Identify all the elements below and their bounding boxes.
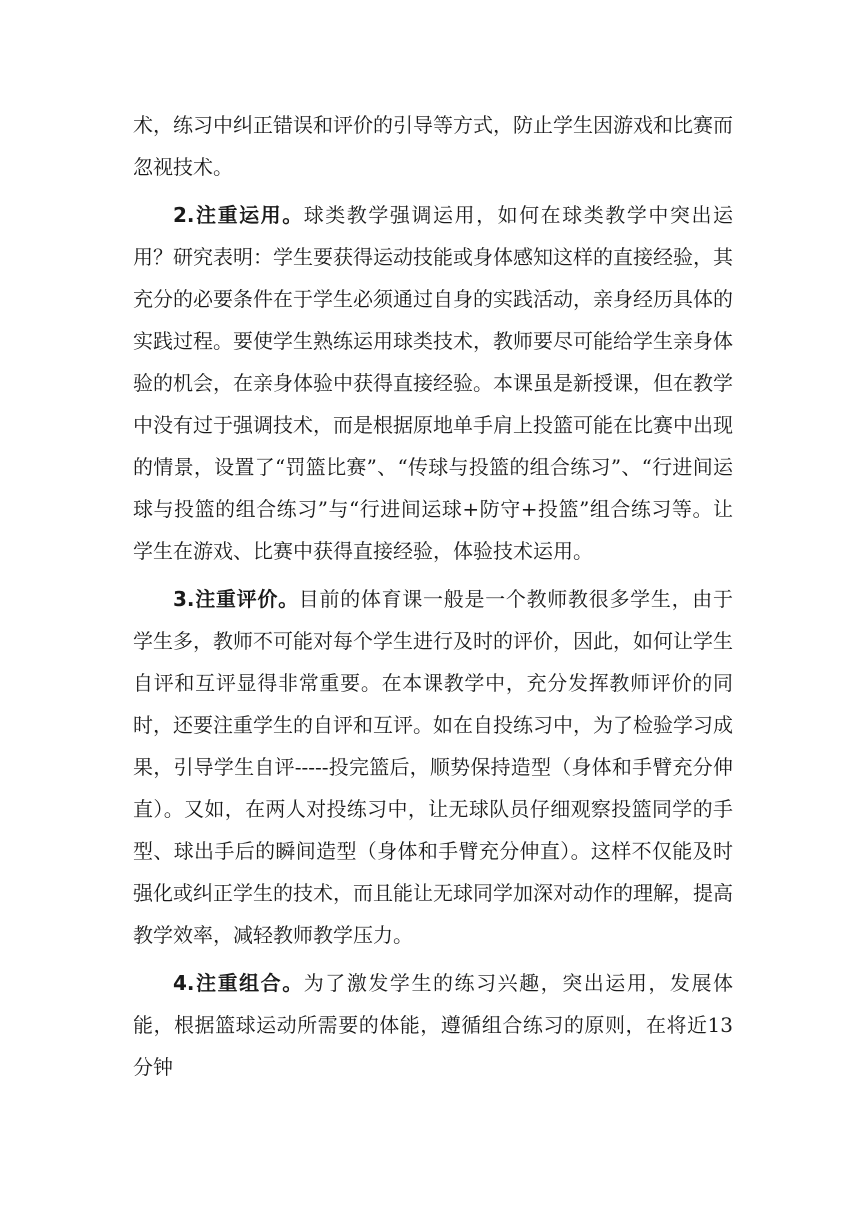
paragraph-body: 球类教学强调运用，如何在球类教学中突出运用？研究表明：学生要获得运动技能或身体感知这样的直接经验，其充分的必要条件在于学生必须通过自身的实践活动，亲身经历具体的实践过程。要使学生熟练运用球类技术，教师要尽可能给学生亲身体验的机会，在亲身体验中获得直接经验。本课虽是新授课，但在教学中没有过于强调技术，而是根据原地单手肩上投篮可能在比赛中出现的情景，设置了“罚篮比赛”、“传球与投篮的组合练习”、“行进间运球与投篮的组合练习”与“行进间运球+防守+投篮”组合练习等。让学生在游戏、比赛中获得直接经验，体验技术运用。	[133, 203, 733, 563]
paragraph-body: 术，练习中纠正错误和评价的引导等方式，防止学生因游戏和比赛而忽视技术。	[133, 113, 733, 179]
document-body	[133, 104, 733, 1088]
paragraph-heading: 4.注重组合。	[173, 971, 304, 995]
paragraph-body: 为了激发学生的练习兴趣，突出运用，发展体能，根据篮球运动所需要的体能，遵循组合练习的原则，在将近13分钟	[133, 971, 733, 1079]
paragraph-evaluation	[133, 578, 733, 956]
paragraph-combination	[133, 962, 733, 1088]
paragraph-heading: 2.注重运用。	[173, 203, 304, 227]
paragraph-application	[133, 194, 733, 572]
paragraph-heading: 3.注重评价。	[173, 587, 299, 611]
paragraph-continuation	[133, 104, 733, 188]
paragraph-body: 目前的体育课一般是一个教师教很多学生，由于学生多，教师不可能对每个学生进行及时的评价，因此，如何让学生自评和互评显得非常重要。在本课教学中，充分发挥教师评价的同时，还要注重学生的自评和互评。如在自投练习中，为了检验学习成果，引导学生自评-----投完篮后，顺势保持造型（身体和手臂充分伸直）。又如，在两人对投练习中，让无球队员仔细观察投篮同学的手型、球出手后的瞬间造型（身体和手臂充分伸直）。这样不仅能及时强化或纠正学生的技术，而且能让无球同学加深对动作的理解，提高教学效率，减轻教师教学压力。	[133, 587, 733, 947]
